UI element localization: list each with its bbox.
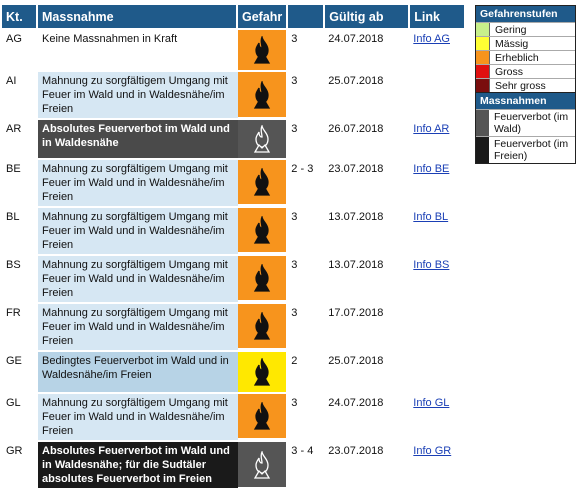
gefahr-level: 3 — [291, 397, 298, 409]
gefahr-cell — [238, 352, 288, 392]
info-link-cell — [410, 442, 464, 488]
massnahme-cell — [38, 256, 238, 302]
info-link-cell — [410, 256, 464, 302]
gueltig-date: 26.07.2018 — [328, 123, 384, 135]
legend-swatch — [476, 79, 490, 92]
massnahme-cell — [38, 208, 238, 254]
info-link[interactable]: Info BE — [413, 163, 450, 175]
legend-item — [476, 64, 575, 78]
gefahr-level: 3 — [291, 211, 298, 223]
gueltig-date: 25.07.2018 — [328, 75, 384, 87]
massnahme-cell — [38, 120, 238, 158]
info-link[interactable]: Info GR — [413, 445, 452, 457]
header-level — [288, 5, 325, 28]
info-link-cell — [410, 208, 464, 254]
gefahr-level: 3 — [291, 123, 298, 135]
info-link-cell — [410, 160, 464, 206]
massnahme-text: Mahnung zu sorgfältigem Umgang mit Feuer im Wald und in Waldesnähe/im Freien — [38, 304, 238, 350]
massnahme-text: Absolutes Feuerverbot im Wald und in Waldesnähe — [38, 120, 238, 158]
gefahr-cell — [238, 304, 288, 350]
header-gueltig: Gültig ab — [325, 5, 410, 28]
legend-swatch — [476, 137, 489, 163]
info-link-cell — [410, 394, 464, 440]
header-massnahme: Massnahme — [38, 5, 238, 28]
table-header-row — [2, 5, 464, 28]
legend-swatch — [476, 65, 490, 78]
info-link[interactable]: Info GL — [413, 397, 450, 409]
massnahme-text: Mahnung zu sorgfältigem Umgang mit Feuer im Wald und in Waldesnähe/im Freien — [38, 160, 238, 206]
gefahr-cell — [238, 72, 288, 118]
canton-code: AG — [6, 33, 22, 45]
table-row — [2, 304, 464, 350]
fire-icon — [238, 394, 286, 438]
massnahme-cell — [38, 352, 238, 392]
massnahme-cell — [38, 442, 238, 488]
legend-item — [476, 22, 575, 36]
gefahr-cell — [238, 160, 288, 206]
massnahme-text: Mahnung zu sorgfältigem Umgang mit Feuer im Wald und in Waldesnähe/im Freien — [38, 394, 238, 440]
massnahme-text: Bedingtes Feuerverbot im Wald und in Waldesnähe/im Freien — [38, 352, 238, 392]
massnahme-cell — [38, 304, 238, 350]
massnahme-text: Mahnung zu sorgfältigem Umgang mit Feuer im Wald und in Waldesnähe/im Freien — [38, 256, 238, 302]
fire-icon — [238, 72, 286, 117]
fire-icon — [238, 256, 286, 300]
table-row — [2, 256, 464, 302]
fire-icon — [238, 442, 286, 487]
canton-code: FR — [6, 307, 21, 319]
table-row — [2, 30, 464, 70]
info-link-cell — [410, 120, 464, 158]
fire-icon — [238, 30, 286, 70]
info-link[interactable]: Info BS — [413, 259, 450, 271]
table-row — [2, 442, 464, 488]
canton-code: GL — [6, 397, 21, 409]
legend-label: Feuerverbot (im Freien) — [494, 138, 569, 162]
gueltig-date: 13.07.2018 — [328, 211, 384, 223]
gueltig-date: 25.07.2018 — [328, 355, 384, 367]
header-link: Link — [410, 5, 464, 28]
header-kt: Kt. — [2, 5, 38, 28]
gefahr-level: 3 — [291, 33, 298, 45]
gefahr-cell — [238, 256, 288, 302]
gefahr-level: 3 — [291, 307, 298, 319]
gefahr-level: 2 — [291, 355, 298, 367]
gueltig-date: 13.07.2018 — [328, 259, 384, 271]
fire-icon — [238, 304, 286, 348]
legend-label: Gering — [495, 23, 527, 36]
gefahr-level: 3 — [291, 75, 298, 87]
table-row — [2, 394, 464, 440]
legend-title-gefahrenstufen: Gefahrenstufen — [476, 6, 575, 22]
legend-swatch — [476, 37, 490, 50]
massnahme-cell — [38, 394, 238, 440]
fire-icon — [238, 208, 286, 252]
legend-label: Sehr gross — [495, 79, 546, 92]
legend-item — [476, 78, 575, 92]
massnahme-text: Absolutes Feuerverbot im Wald und in Waldesnähe; für die Sudtäler absolutes Feuerverbot im Freien — [38, 442, 238, 488]
legend-swatch — [476, 51, 490, 64]
fire-danger-table — [2, 3, 464, 490]
legend-item — [476, 136, 575, 163]
gueltig-date: 17.07.2018 — [328, 307, 384, 319]
legend-item — [476, 36, 575, 50]
fire-icon — [238, 120, 286, 158]
legend-swatch — [476, 110, 489, 136]
legend-title-massnahmen: Massnahmen — [476, 92, 575, 109]
info-link-cell — [410, 352, 464, 392]
fire-icon — [238, 352, 286, 392]
canton-code: GR — [6, 445, 23, 457]
gefahr-level: 2 - 3 — [291, 163, 314, 175]
info-link-cell — [410, 30, 464, 70]
legend-swatch — [476, 23, 490, 36]
table-row — [2, 208, 464, 254]
header-gefahr: Gefahr — [238, 5, 288, 28]
massnahme-text: Mahnung zu sorgfältigem Umgang mit Feuer im Wald und in Waldesnähe/im Freien — [38, 72, 238, 118]
legend-item — [476, 50, 575, 64]
gefahr-cell — [238, 394, 288, 440]
massnahme-cell — [38, 72, 238, 118]
gefahr-level: 3 - 4 — [291, 445, 314, 457]
table-row — [2, 72, 464, 118]
legend-label: Mässig — [495, 37, 529, 50]
massnahme-cell — [38, 30, 238, 70]
info-link[interactable]: Info AR — [413, 123, 450, 135]
legend-label: Feuerverbot (im Wald) — [494, 111, 569, 135]
canton-code: AI — [6, 75, 17, 87]
massnahme-text: Mahnung zu sorgfältigem Umgang mit Feuer im Wald und in Waldesnähe/im Freien — [38, 208, 238, 254]
table-row — [2, 160, 464, 206]
massnahme-cell — [38, 160, 238, 206]
canton-code: AR — [6, 123, 22, 135]
canton-code: BL — [6, 211, 20, 223]
info-link-cell — [410, 72, 464, 118]
gefahr-cell — [238, 442, 288, 488]
info-link[interactable]: Info AG — [413, 33, 450, 45]
canton-code: BS — [6, 259, 21, 271]
gueltig-date: 23.07.2018 — [328, 163, 384, 175]
canton-code: BE — [6, 163, 21, 175]
gefahr-level: 3 — [291, 259, 298, 271]
legend-label: Gross — [495, 65, 524, 78]
info-link[interactable]: Info BL — [413, 211, 449, 223]
legend-label: Erheblich — [495, 51, 539, 64]
legend — [475, 5, 576, 164]
massnahme-text: Keine Massnahmen in Kraft — [38, 30, 238, 70]
table-row — [2, 120, 464, 158]
gueltig-date: 24.07.2018 — [328, 397, 384, 409]
gefahr-cell — [238, 208, 288, 254]
legend-item — [476, 109, 575, 136]
gefahr-cell — [238, 30, 288, 70]
canton-code: GE — [6, 355, 22, 367]
info-link-cell — [410, 304, 464, 350]
gueltig-date: 23.07.2018 — [328, 445, 384, 457]
gueltig-date: 24.07.2018 — [328, 33, 384, 45]
fire-icon — [238, 160, 286, 204]
table-row — [2, 352, 464, 392]
gefahr-cell — [238, 120, 288, 158]
